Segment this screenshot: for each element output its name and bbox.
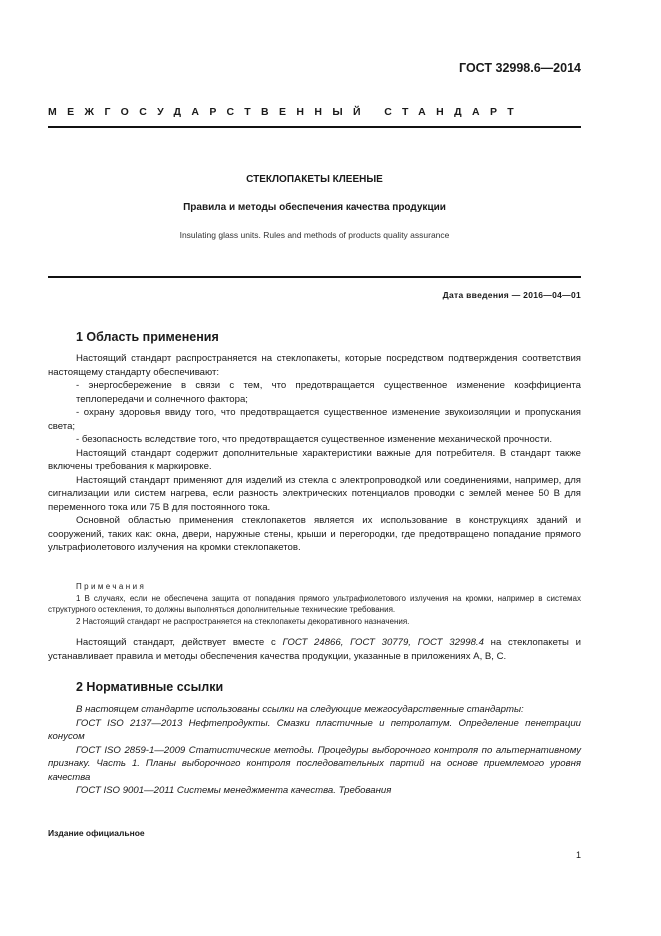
notes-block	[48, 581, 581, 627]
document-code: ГОСТ 32998.6—2014	[459, 61, 581, 75]
standard-type-banner: МЕЖГОСУДАРСТВЕННЫЙ СТАНДАРТ	[48, 106, 525, 118]
paragraph: Основной областью применения стеклопакетов является их использование в конструкциях зданий и сооружений, таких как: окна, двери, наружные стены, крыши и перегородки, где предотвращено попадание прямого ультрафиолетового излучения на кромки стеклопакетов.	[48, 515, 581, 553]
list-item: - охрану здоровья ввиду того, что предотвращается существенное изменение звукоизоляции и пропускания света;	[48, 407, 581, 432]
list-item: - энергосбережение в связи с тем, что предотвращается существенное изменение коэффициента теплопередачи и солнечного фактора;	[76, 380, 581, 405]
paragraph: В настоящем стандарте использованы ссылки на следующие межгосударственные стандарты:	[76, 704, 524, 715]
paragraph: Настоящий стандарт содержит дополнительные характеристики важные для потребителя. В стандарт также включены требования к маркировке.	[48, 447, 581, 472]
section-1-final-paragraph	[48, 636, 581, 663]
header-rule	[48, 126, 581, 128]
section-1-body	[48, 352, 581, 555]
title-russian-sub: Правила и методы обеспечения качества продукции	[183, 202, 446, 213]
introduction-date: Дата введения — 2016—04—01	[442, 290, 581, 300]
reference-item: ГОСТ ISO 2859-1—2009 Статистические методы. Процедуры выборочного контроля по альтернативному признаку. Часть 1. Планы выборочного контроля последовательных партий на основе приемлемого уровня качества	[48, 744, 581, 783]
page-number: 1	[575, 850, 581, 860]
title-russian-main: СТЕКЛОПАКЕТЫ КЛЕЕНЫЕ	[246, 174, 383, 185]
section-1-heading: 1 Область применения	[76, 330, 219, 344]
title-english: Insulating glass units. Rules and methods of products quality assurance	[179, 230, 450, 240]
section-2-body	[48, 703, 581, 798]
notes-heading: Примечания	[76, 582, 147, 591]
section-2-heading: 2 Нормативные ссылки	[76, 680, 224, 694]
standard-references: ГОСТ 24866, ГОСТ 30779, ГОСТ 32998.4	[282, 637, 484, 648]
paragraph-text: Настоящий стандарт, действует вместе с	[76, 637, 283, 648]
paragraph-text: на стеклопакеты и устанавливает правила и методы обеспечения качества продукции, указанные в приложениях А, В, С.	[48, 637, 581, 662]
note-item: 1 В случаях, если не обеспечена защита от попадания прямого ультрафиолетового излучения на кромки, например в системах структурного остекления, то должны выполняться дополнительные технические требования.	[48, 593, 581, 615]
paragraph: Настоящий стандарт распространяется на стеклопакеты, которые посредством подтверждения соответствия настоящему стандарту обеспечивают:	[48, 353, 581, 378]
paragraph: Настоящий стандарт применяют для изделий из стекла с электропроводкой или соединениями, например, для сигнализации или систем нагрева, если разность электрических потенциалов проводки с землей менее 50 В для переменного тока или 75 В для постоянного тока.	[48, 474, 581, 513]
note-item: 2 Настоящий стандарт не распространяется на стеклопакеты декоративного назначения.	[76, 616, 410, 626]
official-edition-label: Издание официальное	[48, 828, 145, 838]
reference-item: ГОСТ ISO 2137—2013 Нефтепродукты. Смазки пластичные и петролатум. Определение пенетрации конусом	[48, 717, 581, 742]
list-item: - безопасность вследствие того, что предотвращается существенное изменение механической прочности.	[76, 434, 553, 445]
title-rule	[48, 276, 581, 278]
reference-item: ГОСТ ISO 9001—2011 Системы менеджмента качества. Требования	[76, 785, 392, 796]
